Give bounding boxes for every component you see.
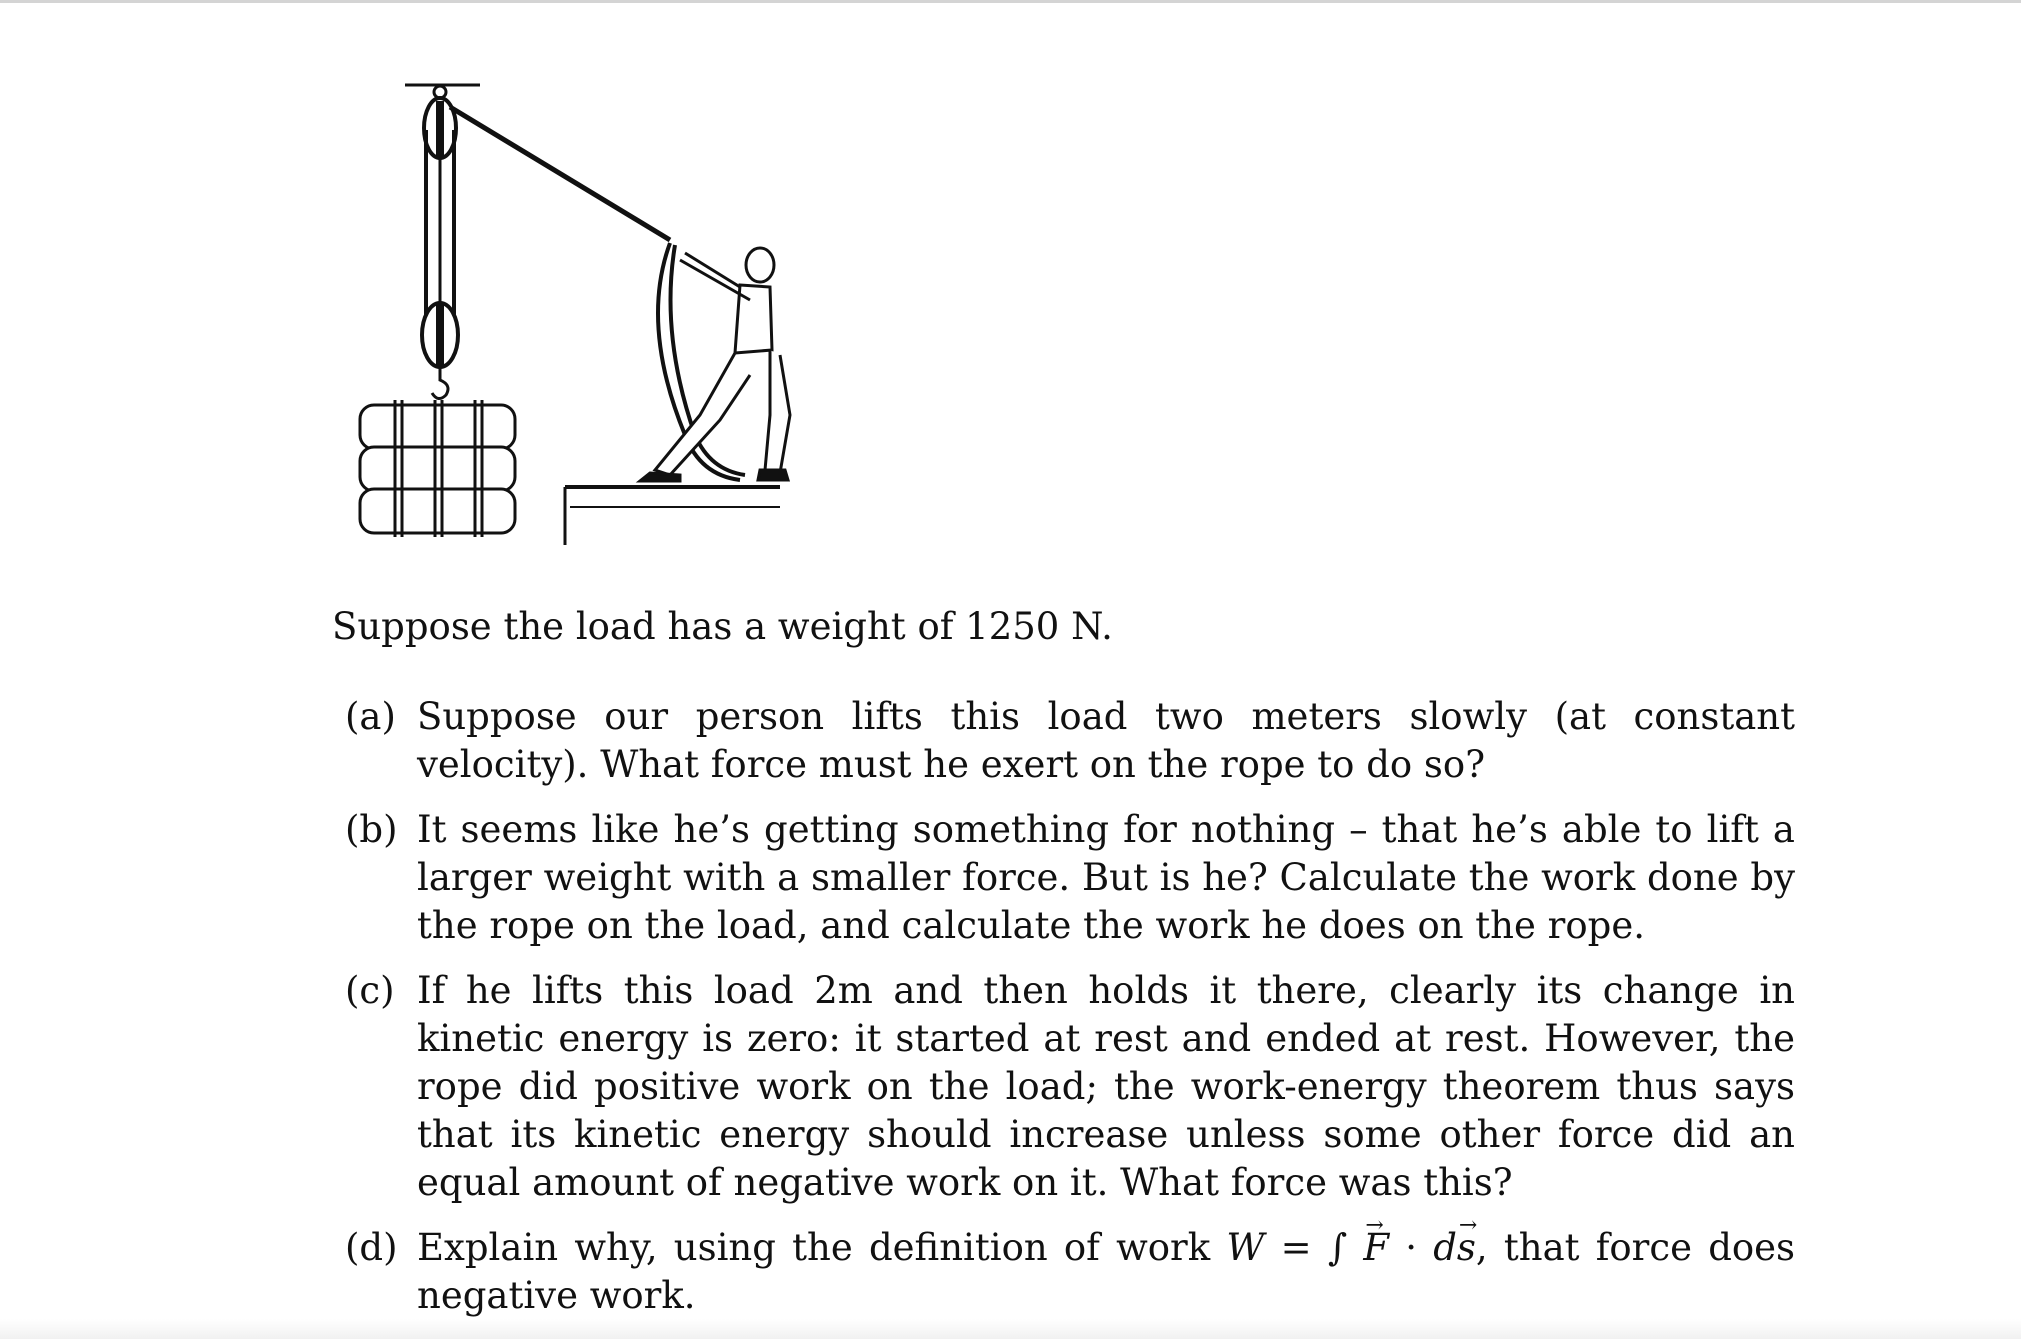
part-text: Suppose our person lifts this load two meters slowly (at constant velocity). What force must he exert on the rope to do so? xyxy=(417,695,1795,786)
part-text-before: Explain why, using the definition of work xyxy=(417,1226,1227,1269)
problem-part-c xyxy=(345,967,1795,1207)
formula-w: W xyxy=(1226,1226,1265,1269)
formula-dot: · xyxy=(1405,1226,1417,1269)
part-label: (d) xyxy=(345,1226,398,1269)
formula-integral: ∫ xyxy=(1327,1226,1348,1269)
problem-intro: Suppose the load has a weight of 1250 N. xyxy=(332,605,1113,648)
part-text-after: , that force does negative work. xyxy=(417,1226,1796,1317)
hook xyxy=(432,367,448,399)
formula-d: d xyxy=(1433,1226,1457,1269)
part-label: (b) xyxy=(345,808,398,851)
pulley-diagram-icon xyxy=(340,75,800,565)
part-label: (c) xyxy=(345,969,395,1012)
pulley-illustration xyxy=(340,75,800,565)
formula-equals: = xyxy=(1280,1226,1312,1269)
formula-displacement-vector: → s xyxy=(1457,1224,1476,1272)
problem-part-d xyxy=(345,1224,1795,1320)
part-label: (a) xyxy=(345,695,396,738)
work-formula xyxy=(1226,1226,1476,1269)
problem-part-a xyxy=(345,693,1795,789)
problem-parts-list xyxy=(345,693,1795,1337)
problem-part-b xyxy=(345,806,1795,950)
bottom-edge xyxy=(0,1319,2021,1339)
part-text: It seems like he’s getting something for nothing – that he’s able to lift a larger weight with a smaller force. But is he? Calculate the work done by the rope on the load, and calculate the work he does on the rope. xyxy=(417,808,1795,947)
formula-force-vector: → F xyxy=(1363,1224,1389,1272)
top-border xyxy=(0,0,2021,3)
load-bale xyxy=(360,400,515,537)
part-text: If he lifts this load 2m and then holds it there, clearly its change in kinetic energy is zero: it started at rest and ended at rest. However, the rope did positive work on the load; the work-energy theorem thus says that its kinetic energy should increase unless some other force did an equal amount of negative work on it. What force was this? xyxy=(417,969,1795,1204)
rope-to-person xyxy=(450,107,670,240)
